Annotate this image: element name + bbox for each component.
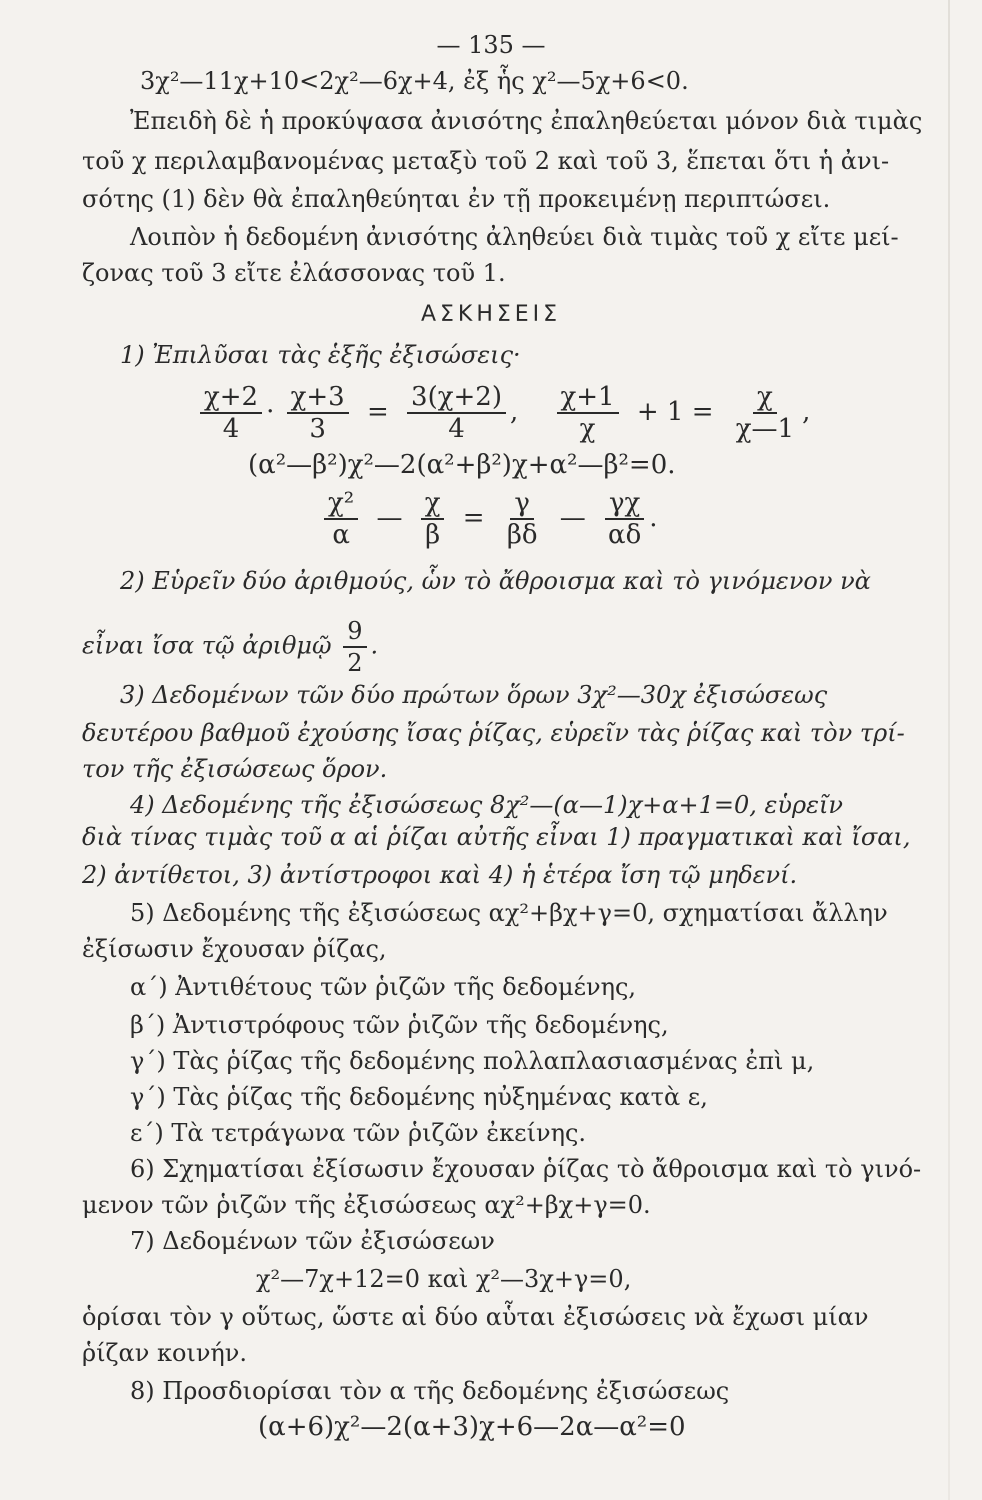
numerator: χ² <box>324 488 358 520</box>
exercise-3-line: 3) Δεδομένων τῶν δύο πρώτων ὅρων 3χ²—30χ ἐξισώσεως <box>120 681 828 709</box>
fraction <box>421 488 445 550</box>
exercise-6-line: 6) Σχηματίσαι ἐξίσωσιν ἔχουσαν ῥίζας τὸ ἄθροισμα καὶ τὸ γινό- <box>130 1155 922 1183</box>
minus: — <box>376 503 403 533</box>
numerator: χ+3 <box>287 382 349 414</box>
inequality-line: 3χ²—11χ+10<2χ²—6χ+4, ἐξ ἧς χ²—5χ+6<0. <box>140 67 689 95</box>
fraction <box>407 382 506 444</box>
exercise-3-line: τον τῆς ἐξισώσεως ὅρον. <box>82 755 388 783</box>
exercise-8-line: 8) Προσδιορίσαι τὸν α τῆς δεδομένης ἐξισώσεως <box>130 1377 730 1405</box>
minus: — <box>559 503 586 533</box>
section-heading: ΑΣΚΗΣΕΙΣ <box>420 302 562 327</box>
numerator: γχ <box>605 488 644 520</box>
fraction <box>557 382 619 444</box>
fraction <box>324 488 358 550</box>
fraction <box>200 382 262 444</box>
period: . <box>370 631 379 660</box>
text-line: Ἐπειδὴ δὲ ἡ προκύψασα ἀνισότης ἐπαληθεύεται μόνον διὰ τιμὰς <box>130 107 923 135</box>
exercise-5-item: ε΄) Τὰ τετράγωνα τῶν ῥιζῶν ἐκείνης. <box>130 1119 587 1147</box>
denominator: 4 <box>222 414 240 444</box>
fraction <box>503 488 542 550</box>
denominator: βδ <box>506 520 538 550</box>
text-line: ζονας τοῦ 3 εἴτε ἐλάσσονας τοῦ 1. <box>82 259 506 287</box>
numerator: χ <box>753 382 777 414</box>
exercise-7-line: 7) Δεδομένων τῶν ἐξισώσεων <box>130 1227 495 1255</box>
exercise-8-equation: (α+6)χ²—2(α+3)χ+6—2α—α²=0 <box>258 1412 686 1442</box>
exercise-5-line: ἐξίσωσιν ἔχουσαν ῥίζας, <box>82 935 387 963</box>
equals: = <box>462 503 485 533</box>
fraction <box>343 616 366 678</box>
plus-one-equals: + 1 = <box>636 397 714 427</box>
denominator: 4 <box>448 414 465 444</box>
exercise-5-item: β΄) Ἀντιστρόφους τῶν ῥιζῶν τῆς δεδομένης, <box>130 1011 669 1039</box>
exercise-3-line: δευτέρου βαθμοῦ ἐχούσης ἴσας ῥίζας, εὑρεῖν τὰς ῥίζας καὶ τὸν τρί- <box>82 719 905 747</box>
denominator: β <box>425 520 441 550</box>
comma: , <box>802 397 811 427</box>
denominator: χ—1 <box>735 414 795 444</box>
exercise-1-equation-c <box>320 488 658 550</box>
denominator: αδ <box>608 520 642 550</box>
equals: = <box>366 397 389 427</box>
numerator: χ <box>421 488 445 520</box>
exercise-2-line: 2) Εὑρεῖν δύο ἀριθμούς, ὧν τὸ ἄθροισμα καὶ τὸ γινόμενον νὰ <box>120 567 871 595</box>
denominator: 2 <box>347 649 363 677</box>
numerator: γ <box>510 488 534 520</box>
exercise-7-equations: χ²—7χ+12=0 καὶ χ²—3χ+γ=0, <box>256 1265 632 1293</box>
exercise-6-line: μενον τῶν ῥιζῶν τῆς ἐξισώσεως αχ²+βχ+γ=0. <box>82 1191 651 1219</box>
exercise-7-line: ὁρίσαι τὸν γ οὕτως, ὥστε αἱ δύο αὗται ἐξισώσεις νὰ ἔχωσι μίαν <box>82 1303 869 1331</box>
page-crease <box>948 0 950 1500</box>
text-line: Λοιπὸν ἡ δεδομένη ἀνισότης ἀληθεύει διὰ τιμὰς τοῦ χ εἴτε μεί- <box>130 223 899 251</box>
period: . <box>649 503 658 533</box>
exercise-4-line: 4) Δεδομένης τῆς ἐξισώσεως 8χ²—(α—1)χ+α+1=0, εὑρεῖν <box>130 791 843 819</box>
denominator: χ <box>579 414 596 444</box>
exercise-5-line: 5) Δεδομένης τῆς ἐξισώσεως αχ²+βχ+γ=0, σχηματίσαι ἄλλην <box>130 899 888 927</box>
exercise-2-line <box>82 616 378 678</box>
numerator: 3(χ+2) <box>407 382 506 414</box>
page-number: — 135 — <box>436 31 546 59</box>
exercise-7-line: ῥίζαν κοινήν. <box>82 1339 247 1367</box>
numerator: χ+1 <box>557 382 619 414</box>
text-line: τοῦ χ περιλαμβανομένας μεταξὺ τοῦ 2 καὶ τοῦ 3, ἕπεται ὅτι ἡ ἀνι- <box>82 147 890 175</box>
numerator: χ+2 <box>200 382 262 414</box>
fraction <box>604 488 645 550</box>
exercise-2-text: εἶναι ἴσα τῷ ἀριθμῷ <box>82 631 332 660</box>
comma: , <box>509 397 519 427</box>
exercise-1-intro: 1) Ἐπιλῦσαι τὰς ἑξῆς ἐξισώσεις· <box>120 341 521 369</box>
exercise-5-item: α΄) Ἀντιθέτους τῶν ῥιζῶν τῆς δεδομένης, <box>130 973 637 1001</box>
exercise-4-line: διὰ τίνας τιμὰς τοῦ α αἱ ῥίζαι αὐτῆς εἶναι 1) πραγματικαὶ καὶ ἴσαι, <box>82 823 911 851</box>
denominator: 3 <box>309 414 326 444</box>
exercise-1-equation-b: (α²—β²)χ²—2(α²+β²)χ+α²—β²=0. <box>248 450 676 480</box>
exercise-4-line: 2) ἀντίθετοι, 3) ἀντίστροφοι καὶ 4) ἡ ἑτέρα ἴση τῷ μηδενί. <box>82 861 798 889</box>
denominator: α <box>332 520 350 550</box>
exercise-5-item: γ΄) Τὰς ῥίζας τῆς δεδομένης ηὐξημένας κατὰ ε, <box>130 1083 708 1111</box>
exercise-5-item: γ΄) Τὰς ῥίζας τῆς δεδομένης πολλαπλασιασμένας ἐπὶ μ, <box>130 1047 815 1075</box>
fraction <box>732 382 798 444</box>
dot: · <box>266 397 275 427</box>
fraction <box>287 382 349 444</box>
numerator: 9 <box>343 616 366 648</box>
exercise-1-equation-a <box>196 382 810 444</box>
text-line: σότης (1) δὲν θὰ ἐπαληθεύηται ἐν τῇ προκειμένῃ περιπτώσει. <box>82 185 831 213</box>
